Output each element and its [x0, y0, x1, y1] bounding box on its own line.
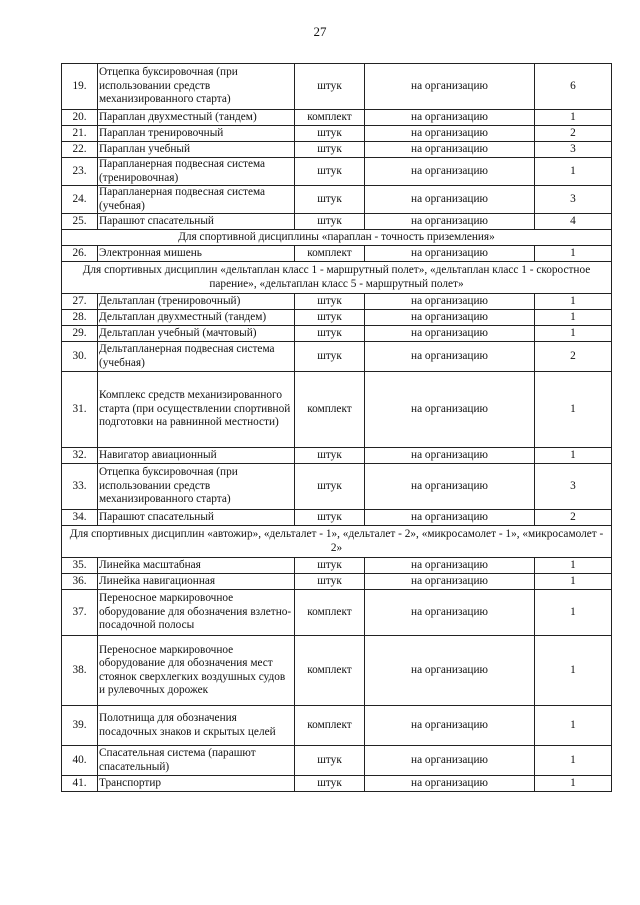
- unit-of-measure: штук: [295, 464, 365, 510]
- allocation-basis: на организацию: [365, 342, 535, 372]
- table-row: [62, 64, 612, 110]
- item-name: Полотнища для обозначения посадочных знаков и скрытых целей: [98, 706, 295, 746]
- unit-of-measure: комплект: [295, 110, 365, 126]
- unit-of-measure: комплект: [295, 706, 365, 746]
- allocation-basis: на организацию: [365, 636, 535, 706]
- table-row: [62, 310, 612, 326]
- item-name: Дельтаплан двухместный (тандем): [98, 310, 295, 326]
- item-name: Параплан двухместный (тандем): [98, 110, 295, 126]
- table-row: [62, 636, 612, 706]
- section-header: Для спортивных дисциплин «автожир», «дельталет - 1», «дельталет - 2», «микросамолет - 1», «микросамолет - 2»: [62, 526, 612, 558]
- table-row: [62, 510, 612, 526]
- allocation-basis: на организацию: [365, 158, 535, 186]
- unit-of-measure: штук: [295, 448, 365, 464]
- row-number: 32.: [62, 448, 98, 464]
- allocation-basis: на организацию: [365, 294, 535, 310]
- unit-of-measure: комплект: [295, 636, 365, 706]
- row-number: 22.: [62, 142, 98, 158]
- item-name: Отцепка буксировочная (при использовании средств механизированного старта): [98, 464, 295, 510]
- allocation-basis: на организацию: [365, 142, 535, 158]
- row-number: 31.: [62, 372, 98, 448]
- table-row: [62, 574, 612, 590]
- row-number: 35.: [62, 558, 98, 574]
- allocation-basis: на организацию: [365, 448, 535, 464]
- quantity: 1: [535, 158, 612, 186]
- item-name: Дельтапланерная подвесная система (учебная): [98, 342, 295, 372]
- quantity: 1: [535, 310, 612, 326]
- unit-of-measure: комплект: [295, 246, 365, 262]
- table-row: [62, 214, 612, 230]
- section-header: Для спортивной дисциплины «параплан - точность приземления»: [62, 230, 612, 246]
- row-number: 26.: [62, 246, 98, 262]
- allocation-basis: на организацию: [365, 510, 535, 526]
- unit-of-measure: штук: [295, 558, 365, 574]
- unit-of-measure: штук: [295, 746, 365, 776]
- quantity: 1: [535, 326, 612, 342]
- quantity: 1: [535, 294, 612, 310]
- item-name: Переносное маркировочное оборудование для обозначения мест стоянок сверхлегких воздушных судов и рулевочных дорожек: [98, 636, 295, 706]
- quantity: 1: [535, 558, 612, 574]
- item-name: Электронная мишень: [98, 246, 295, 262]
- unit-of-measure: комплект: [295, 590, 365, 636]
- unit-of-measure: штук: [295, 186, 365, 214]
- allocation-basis: на организацию: [365, 126, 535, 142]
- item-name: Парапланерная подвесная система (тренировочная): [98, 158, 295, 186]
- row-number: 38.: [62, 636, 98, 706]
- unit-of-measure: штук: [295, 776, 365, 792]
- row-number: 24.: [62, 186, 98, 214]
- item-name: Навигатор авиационный: [98, 448, 295, 464]
- table-row: [62, 590, 612, 636]
- section-header-row: [62, 526, 612, 558]
- table-row: [62, 126, 612, 142]
- unit-of-measure: штук: [295, 310, 365, 326]
- table-row: [62, 372, 612, 448]
- quantity: 1: [535, 636, 612, 706]
- item-name: Парашют спасательный: [98, 510, 295, 526]
- table-row: [62, 326, 612, 342]
- item-name: Парашют спасательный: [98, 214, 295, 230]
- unit-of-measure: штук: [295, 214, 365, 230]
- allocation-basis: на организацию: [365, 372, 535, 448]
- table-row: [62, 246, 612, 262]
- row-number: 40.: [62, 746, 98, 776]
- row-number: 39.: [62, 706, 98, 746]
- table-row: [62, 186, 612, 214]
- item-name: Спасательная система (парашют спасательный): [98, 746, 295, 776]
- item-name: Дельтаплан (тренировочный): [98, 294, 295, 310]
- unit-of-measure: штук: [295, 342, 365, 372]
- row-number: 36.: [62, 574, 98, 590]
- item-name: Линейка навигационная: [98, 574, 295, 590]
- section-header-row: [62, 262, 612, 294]
- unit-of-measure: штук: [295, 510, 365, 526]
- quantity: 1: [535, 372, 612, 448]
- table-row: [62, 746, 612, 776]
- item-name: Парапланерная подвесная система (учебная): [98, 186, 295, 214]
- item-name: Транспортир: [98, 776, 295, 792]
- unit-of-measure: штук: [295, 294, 365, 310]
- allocation-basis: на организацию: [365, 64, 535, 110]
- unit-of-measure: штук: [295, 64, 365, 110]
- table-row: [62, 776, 612, 792]
- row-number: 37.: [62, 590, 98, 636]
- allocation-basis: на организацию: [365, 776, 535, 792]
- allocation-basis: на организацию: [365, 574, 535, 590]
- row-number: 41.: [62, 776, 98, 792]
- allocation-basis: на организацию: [365, 706, 535, 746]
- row-number: 21.: [62, 126, 98, 142]
- table-row: [62, 464, 612, 510]
- equipment-table: [61, 63, 612, 792]
- item-name: Отцепка буксировочная (при использовании средств механизированного старта): [98, 64, 295, 110]
- allocation-basis: на организацию: [365, 590, 535, 636]
- quantity: 1: [535, 110, 612, 126]
- row-number: 34.: [62, 510, 98, 526]
- quantity: 3: [535, 464, 612, 510]
- quantity: 1: [535, 246, 612, 262]
- allocation-basis: на организацию: [365, 214, 535, 230]
- item-name: Дельтаплан учебный (мачтовый): [98, 326, 295, 342]
- row-number: 27.: [62, 294, 98, 310]
- item-name: Комплекс средств механизированного старта (при осуществлении спортивной подготовки на равнинной местности): [98, 372, 295, 448]
- quantity: 1: [535, 746, 612, 776]
- allocation-basis: на организацию: [365, 186, 535, 214]
- unit-of-measure: комплект: [295, 372, 365, 448]
- table-row: [62, 110, 612, 126]
- equipment-table-body: [62, 64, 612, 792]
- quantity: 3: [535, 186, 612, 214]
- quantity: 2: [535, 342, 612, 372]
- allocation-basis: на организацию: [365, 558, 535, 574]
- allocation-basis: на организацию: [365, 464, 535, 510]
- section-header: Для спортивных дисциплин «дельтаплан класс 1 - маршрутный полет», «дельтаплан класс 1 - скоростное парение», «дельтаплан класс 5 - маршрутный полет»: [62, 262, 612, 294]
- allocation-basis: на организацию: [365, 746, 535, 776]
- quantity: 2: [535, 126, 612, 142]
- table-row: [62, 706, 612, 746]
- quantity: 6: [535, 64, 612, 110]
- section-header-row: [62, 230, 612, 246]
- unit-of-measure: штук: [295, 326, 365, 342]
- quantity: 1: [535, 776, 612, 792]
- unit-of-measure: штук: [295, 126, 365, 142]
- allocation-basis: на организацию: [365, 246, 535, 262]
- unit-of-measure: штук: [295, 158, 365, 186]
- row-number: 30.: [62, 342, 98, 372]
- row-number: 25.: [62, 214, 98, 230]
- unit-of-measure: штук: [295, 142, 365, 158]
- row-number: 28.: [62, 310, 98, 326]
- quantity: 3: [535, 142, 612, 158]
- quantity: 1: [535, 706, 612, 746]
- table-row: [62, 294, 612, 310]
- unit-of-measure: штук: [295, 574, 365, 590]
- row-number: 33.: [62, 464, 98, 510]
- item-name: Линейка масштабная: [98, 558, 295, 574]
- table-row: [62, 158, 612, 186]
- quantity: 1: [535, 590, 612, 636]
- table-row: [62, 448, 612, 464]
- allocation-basis: на организацию: [365, 326, 535, 342]
- allocation-basis: на организацию: [365, 110, 535, 126]
- item-name: Параплан тренировочный: [98, 126, 295, 142]
- row-number: 29.: [62, 326, 98, 342]
- page-number: 27: [313, 24, 327, 39]
- table-row: [62, 142, 612, 158]
- allocation-basis: на организацию: [365, 310, 535, 326]
- table-row: [62, 558, 612, 574]
- quantity: 2: [535, 510, 612, 526]
- table-row: [62, 342, 612, 372]
- item-name: Параплан учебный: [98, 142, 295, 158]
- item-name: Переносное маркировочное оборудование для обозначения взлетно-посадочной полосы: [98, 590, 295, 636]
- quantity: 1: [535, 448, 612, 464]
- row-number: 20.: [62, 110, 98, 126]
- row-number: 19.: [62, 64, 98, 110]
- quantity: 4: [535, 214, 612, 230]
- row-number: 23.: [62, 158, 98, 186]
- quantity: 1: [535, 574, 612, 590]
